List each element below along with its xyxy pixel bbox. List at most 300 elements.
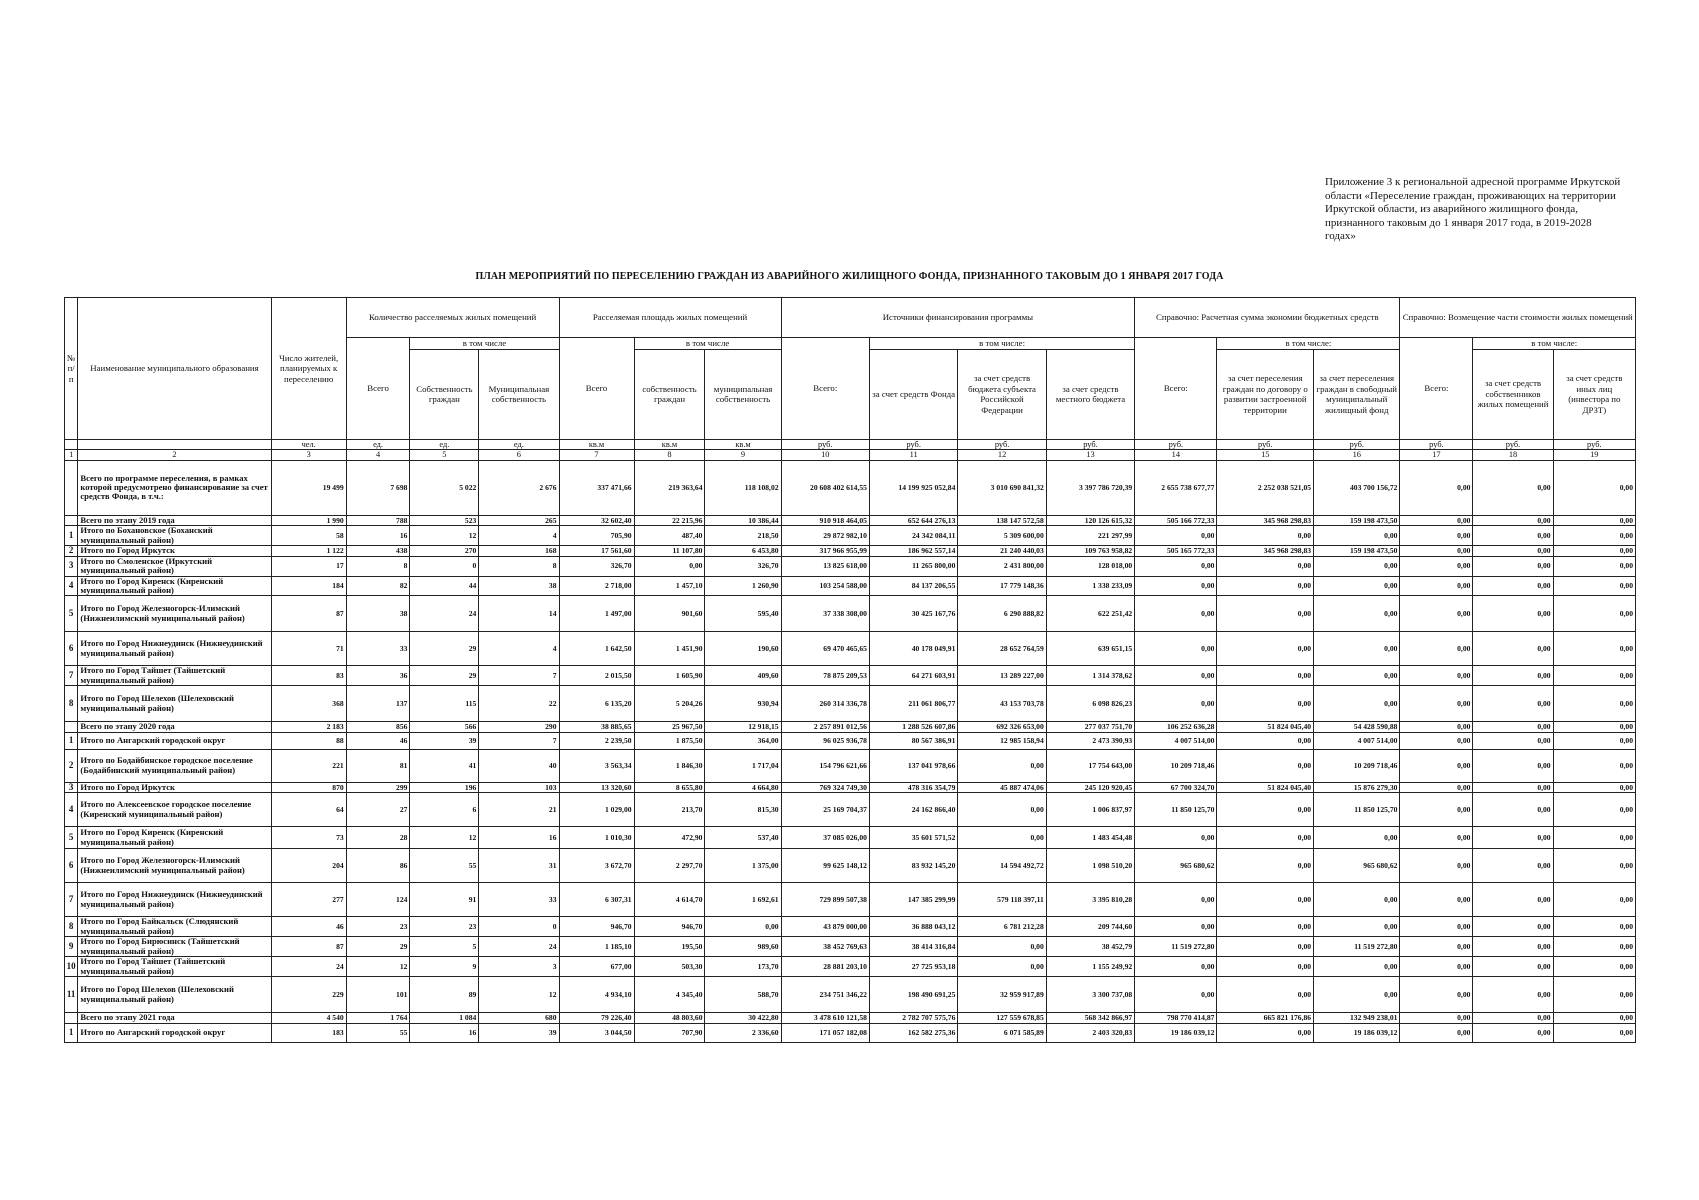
value-cell: 79 226,40 xyxy=(559,1013,634,1024)
value-cell: 229 xyxy=(271,977,346,1013)
value-cell: 0 xyxy=(410,556,479,576)
value-cell: 0,00 xyxy=(1553,632,1635,666)
column-number-cell: 18 xyxy=(1473,450,1553,461)
value-cell: 0,00 xyxy=(1473,666,1553,686)
value-cell: 0,00 xyxy=(1400,937,1473,957)
value-cell: 0,00 xyxy=(1553,937,1635,957)
column-number-cell: 17 xyxy=(1400,450,1473,461)
value-cell: 566 xyxy=(410,722,479,733)
row-number xyxy=(65,460,78,515)
value-cell: 118 108,02 xyxy=(705,460,781,515)
municipality-name: Итого по Смоленское (Иркутский муниципальный район) xyxy=(78,556,271,576)
header-group-savings: Справочно: Расчетная сумма экономии бюджетных средств xyxy=(1135,298,1400,338)
value-cell: 147 385 299,99 xyxy=(869,883,957,917)
value-cell: 0,00 xyxy=(1553,546,1635,557)
value-cell: 0,00 xyxy=(1553,849,1635,883)
value-cell: 2 655 738 677,77 xyxy=(1135,460,1217,515)
value-cell: 0,00 xyxy=(1473,782,1553,793)
value-cell: 5 309 600,00 xyxy=(958,526,1046,546)
value-cell: 652 644 276,13 xyxy=(869,515,957,526)
header-residents: Число жителей, планируемых к переселению xyxy=(271,298,346,440)
value-cell: 55 xyxy=(346,1023,410,1042)
value-cell: 46 xyxy=(271,917,346,937)
value-cell: 0,00 xyxy=(1553,883,1635,917)
header-rooms-total: Всего xyxy=(346,338,410,440)
municipality-name: Всего по этапу 2019 года xyxy=(78,515,271,526)
value-cell: 0,00 xyxy=(1217,556,1314,576)
value-cell: 856 xyxy=(346,722,410,733)
value-cell: 11 519 272,80 xyxy=(1135,937,1217,957)
value-cell: 3 xyxy=(479,957,559,977)
row-number: 3 xyxy=(65,782,78,793)
value-cell: 14 199 925 052,84 xyxy=(869,460,957,515)
value-cell: 707,90 xyxy=(634,1023,705,1042)
value-cell: 0,00 xyxy=(1473,793,1553,827)
value-cell: 24 162 866,40 xyxy=(869,793,957,827)
unit-cell: руб. xyxy=(1217,439,1314,450)
value-cell: 0,00 xyxy=(1473,749,1553,782)
column-number-cell: 2 xyxy=(78,450,271,461)
table-row xyxy=(65,793,1636,827)
table-row xyxy=(65,917,1636,937)
column-number-cell: 9 xyxy=(705,450,781,461)
value-cell: 33 xyxy=(346,632,410,666)
value-cell: 0,00 xyxy=(1473,977,1553,1013)
value-cell: 0,00 xyxy=(1400,546,1473,557)
unit-cell-empty xyxy=(65,439,78,450)
appendix-note: Приложение 3 к региональной адресной программе Иркутской области «Переселение граждан, проживающих на территории Иркутской области, из аварийного жилищного фонда, признанного таковым до 1 января 2017 года, в 2019-2028 годах» xyxy=(1325,176,1621,242)
value-cell: 0,00 xyxy=(1400,827,1473,849)
column-number-cell: 14 xyxy=(1135,450,1217,461)
value-cell: 0,00 xyxy=(1400,515,1473,526)
value-cell: 0,00 xyxy=(1217,666,1314,686)
value-cell: 0,00 xyxy=(1473,827,1553,849)
column-number-cell: 16 xyxy=(1314,450,1400,461)
table-row xyxy=(65,977,1636,1013)
value-cell: 211 061 806,77 xyxy=(869,686,957,722)
value-cell: 930,94 xyxy=(705,686,781,722)
value-cell: 184 xyxy=(271,576,346,596)
value-cell: 78 875 209,53 xyxy=(781,666,869,686)
value-cell: 213,70 xyxy=(634,793,705,827)
value-cell: 219 363,64 xyxy=(634,460,705,515)
value-cell: 798 770 414,87 xyxy=(1135,1013,1217,1024)
value-cell: 788 xyxy=(346,515,410,526)
table-row xyxy=(65,1013,1636,1024)
value-cell: 21 240 440,03 xyxy=(958,546,1046,557)
value-cell: 0,00 xyxy=(1553,722,1635,733)
value-cell: 10 209 718,46 xyxy=(1314,749,1400,782)
value-cell: 2 676 xyxy=(479,460,559,515)
units-row xyxy=(65,439,1636,450)
value-cell: 8 655,80 xyxy=(634,782,705,793)
value-cell: 190,60 xyxy=(705,632,781,666)
header-group-rooms: Количество расселяемых жилых помещений xyxy=(346,298,559,338)
header-comp-incl: в том числе: xyxy=(1473,338,1636,350)
header-area-municipal: муниципальная собственность xyxy=(705,349,781,439)
value-cell: 1 314 378,62 xyxy=(1046,666,1134,686)
value-cell: 0,00 xyxy=(1473,596,1553,632)
value-cell: 86 xyxy=(346,849,410,883)
value-cell: 7 xyxy=(479,732,559,749)
table-row xyxy=(65,686,1636,722)
value-cell: 23 xyxy=(410,917,479,937)
value-cell: 4 007 514,00 xyxy=(1135,732,1217,749)
value-cell: 14 xyxy=(479,596,559,632)
value-cell: 8 xyxy=(346,556,410,576)
value-cell: 0,00 xyxy=(1217,977,1314,1013)
header-area-total: Всего xyxy=(559,338,634,440)
value-cell: 51 824 045,40 xyxy=(1217,722,1314,733)
value-cell: 3 300 737,08 xyxy=(1046,977,1134,1013)
value-cell: 537,40 xyxy=(705,827,781,849)
value-cell: 0,00 xyxy=(1314,827,1400,849)
value-cell: 870 xyxy=(271,782,346,793)
value-cell: 0,00 xyxy=(1400,957,1473,977)
value-cell: 4 xyxy=(479,632,559,666)
value-cell: 579 118 397,11 xyxy=(958,883,1046,917)
unit-cell: руб. xyxy=(958,439,1046,450)
value-cell: 195,50 xyxy=(634,937,705,957)
table-row xyxy=(65,883,1636,917)
value-cell: 24 xyxy=(271,957,346,977)
value-cell: 1 185,10 xyxy=(559,937,634,957)
value-cell: 4 614,70 xyxy=(634,883,705,917)
value-cell: 1 605,90 xyxy=(634,666,705,686)
value-cell: 0,00 xyxy=(1217,596,1314,632)
value-cell: 29 xyxy=(346,937,410,957)
value-cell: 22 215,96 xyxy=(634,515,705,526)
header-rooms-municipal: Муниципальная собственность xyxy=(479,349,559,439)
value-cell: 1 846,30 xyxy=(634,749,705,782)
header-local-budget: за счет средств местного бюджета xyxy=(1046,349,1134,439)
value-cell: 0,00 xyxy=(1400,1013,1473,1024)
value-cell: 0,00 xyxy=(1553,556,1635,576)
value-cell: 0,00 xyxy=(1473,632,1553,666)
value-cell: 0,00 xyxy=(1314,632,1400,666)
value-cell: 24 342 084,11 xyxy=(869,526,957,546)
value-cell: 4 007 514,00 xyxy=(1314,732,1400,749)
value-cell: 345 968 298,83 xyxy=(1217,546,1314,557)
value-cell: 677,00 xyxy=(559,957,634,977)
value-cell: 9 xyxy=(410,957,479,977)
value-cell: 0,00 xyxy=(1473,1013,1553,1024)
value-cell: 3 563,34 xyxy=(559,749,634,782)
column-number-cell: 1 xyxy=(65,450,78,461)
value-cell: 0,00 xyxy=(1314,526,1400,546)
value-cell: 0,00 xyxy=(1135,596,1217,632)
value-cell: 29 872 982,10 xyxy=(781,526,869,546)
value-cell: 24 xyxy=(410,596,479,632)
value-cell: 36 888 043,12 xyxy=(869,917,957,937)
value-cell: 6 290 888,82 xyxy=(958,596,1046,632)
row-number: 5 xyxy=(65,596,78,632)
value-cell: 64 xyxy=(271,793,346,827)
value-cell: 16 xyxy=(346,526,410,546)
value-cell: 138 147 572,58 xyxy=(958,515,1046,526)
value-cell: 38 885,65 xyxy=(559,722,634,733)
value-cell: 0,00 xyxy=(1400,556,1473,576)
value-cell: 299 xyxy=(346,782,410,793)
value-cell: 6 307,31 xyxy=(559,883,634,917)
value-cell: 39 xyxy=(410,732,479,749)
header-no: № п/п xyxy=(65,298,78,440)
value-cell: 0,00 xyxy=(1553,827,1635,849)
value-cell: 12 xyxy=(479,977,559,1013)
value-cell: 0,00 xyxy=(1135,576,1217,596)
column-number-cell: 12 xyxy=(958,450,1046,461)
column-numbers-row xyxy=(65,450,1636,461)
value-cell: 4 934,10 xyxy=(559,977,634,1013)
value-cell: 505 166 772,33 xyxy=(1135,515,1217,526)
value-cell: 35 601 571,52 xyxy=(869,827,957,849)
value-cell: 2 252 038 521,05 xyxy=(1217,460,1314,515)
value-cell: 0,00 xyxy=(958,749,1046,782)
value-cell: 8 xyxy=(479,556,559,576)
value-cell: 7 xyxy=(479,666,559,686)
value-cell: 0,00 xyxy=(1217,937,1314,957)
value-cell: 2 473 390,93 xyxy=(1046,732,1134,749)
value-cell: 946,70 xyxy=(559,917,634,937)
value-cell: 6 135,20 xyxy=(559,686,634,722)
value-cell: 0,00 xyxy=(1553,917,1635,937)
value-cell: 3 044,50 xyxy=(559,1023,634,1042)
unit-cell: ед. xyxy=(410,439,479,450)
value-cell: 0,00 xyxy=(1135,977,1217,1013)
value-cell: 0,00 xyxy=(1553,666,1635,686)
value-cell: 277 037 751,70 xyxy=(1046,722,1134,733)
table-row xyxy=(65,732,1636,749)
row-number xyxy=(65,722,78,733)
unit-cell: руб. xyxy=(869,439,957,450)
value-cell: 83 932 145,20 xyxy=(869,849,957,883)
unit-cell: руб. xyxy=(1400,439,1473,450)
value-cell: 0,00 xyxy=(1473,686,1553,722)
value-cell: 1 483 454,48 xyxy=(1046,827,1134,849)
table-row xyxy=(65,1023,1636,1042)
value-cell: 0,00 xyxy=(1473,957,1553,977)
municipality-name: Итого по Ангарский городской округ xyxy=(78,732,271,749)
value-cell: 2 782 707 575,76 xyxy=(869,1013,957,1024)
table-row xyxy=(65,515,1636,526)
value-cell: 0,00 xyxy=(1314,556,1400,576)
value-cell: 1 260,90 xyxy=(705,576,781,596)
value-cell: 0,00 xyxy=(1314,666,1400,686)
value-cell: 3 397 786 720,39 xyxy=(1046,460,1134,515)
row-number xyxy=(65,515,78,526)
value-cell: 38 xyxy=(479,576,559,596)
value-cell: 260 314 336,78 xyxy=(781,686,869,722)
value-cell: 4 540 xyxy=(271,1013,346,1024)
municipality-name: Итого по Город Нижнеудинск (Нижнеудинский муниципальный район) xyxy=(78,883,271,917)
value-cell: 3 672,70 xyxy=(559,849,634,883)
header-savings-incl: в том числе: xyxy=(1217,338,1400,350)
value-cell: 16 xyxy=(479,827,559,849)
row-number: 10 xyxy=(65,957,78,977)
value-cell: 0,00 xyxy=(1135,827,1217,849)
value-cell: 0,00 xyxy=(1400,666,1473,686)
value-cell: 0,00 xyxy=(1473,526,1553,546)
value-cell: 106 252 636,28 xyxy=(1135,722,1217,733)
value-cell: 1 717,04 xyxy=(705,749,781,782)
municipality-name: Итого по Город Нижнеудинск (Нижнеудинский муниципальный район) xyxy=(78,632,271,666)
value-cell: 33 xyxy=(479,883,559,917)
value-cell: 680 xyxy=(479,1013,559,1024)
value-cell: 368 xyxy=(271,686,346,722)
value-cell: 82 xyxy=(346,576,410,596)
value-cell: 29 xyxy=(410,632,479,666)
value-cell: 45 887 474,06 xyxy=(958,782,1046,793)
value-cell: 32 602,40 xyxy=(559,515,634,526)
value-cell: 109 763 958,82 xyxy=(1046,546,1134,557)
value-cell: 96 025 936,78 xyxy=(781,732,869,749)
value-cell: 0,00 xyxy=(1400,977,1473,1013)
municipality-name: Итого по Алексеевское городское поселение (Киренский муниципальный район) xyxy=(78,793,271,827)
municipality-name: Итого по Город Железногорск-Илимский (Нижнеилимский муниципальный район) xyxy=(78,596,271,632)
value-cell: 159 198 473,50 xyxy=(1314,546,1400,557)
value-cell: 11 265 800,00 xyxy=(869,556,957,576)
value-cell: 0,00 xyxy=(1473,1023,1553,1042)
value-cell: 0,00 xyxy=(1400,460,1473,515)
municipality-name: Всего по этапу 2020 года xyxy=(78,722,271,733)
value-cell: 0,00 xyxy=(958,937,1046,957)
row-number: 1 xyxy=(65,732,78,749)
value-cell: 128 018,00 xyxy=(1046,556,1134,576)
header-savings-drzt: за счет переселения граждан по договору о развитии застроенной территории xyxy=(1217,349,1314,439)
value-cell: 0,00 xyxy=(1473,722,1553,733)
value-cell: 39 xyxy=(479,1023,559,1042)
value-cell: 23 xyxy=(346,917,410,937)
value-cell: 41 xyxy=(410,749,479,782)
header-savings-total: Всего: xyxy=(1135,338,1217,440)
unit-cell-empty xyxy=(78,439,271,450)
value-cell: 0,00 xyxy=(1553,732,1635,749)
column-number-cell: 15 xyxy=(1217,450,1314,461)
value-cell: 989,60 xyxy=(705,937,781,957)
row-number: 1 xyxy=(65,526,78,546)
value-cell: 0,00 xyxy=(1553,957,1635,977)
value-cell: 17 754 643,00 xyxy=(1046,749,1134,782)
value-cell: 0,00 xyxy=(1217,917,1314,937)
value-cell: 0,00 xyxy=(1400,793,1473,827)
value-cell: 4 664,80 xyxy=(705,782,781,793)
table-row xyxy=(65,556,1636,576)
unit-cell: кв.м xyxy=(705,439,781,450)
value-cell: 7 698 xyxy=(346,460,410,515)
unit-cell: кв.м xyxy=(634,439,705,450)
municipality-name: Итого по Город Байкальск (Слюдянский муниципальный район) xyxy=(78,917,271,937)
value-cell: 69 470 465,65 xyxy=(781,632,869,666)
value-cell: 12 xyxy=(410,827,479,849)
value-cell: 0,00 xyxy=(1400,849,1473,883)
table-row xyxy=(65,937,1636,957)
row-number: 6 xyxy=(65,849,78,883)
value-cell: 595,40 xyxy=(705,596,781,632)
municipality-name: Итого по Бодайбинское городское поселение (Бодайбинский муниципальный район) xyxy=(78,749,271,782)
column-number-cell: 10 xyxy=(781,450,869,461)
value-cell: 154 796 621,66 xyxy=(781,749,869,782)
table-row xyxy=(65,827,1636,849)
header-sources-total: Всего: xyxy=(781,338,869,440)
value-cell: 705,90 xyxy=(559,526,634,546)
row-number: 8 xyxy=(65,686,78,722)
value-cell: 568 342 866,97 xyxy=(1046,1013,1134,1024)
municipality-name: Итого по Город Тайшет (Тайшетский муниципальный район) xyxy=(78,957,271,977)
value-cell: 0,00 xyxy=(1553,596,1635,632)
value-cell: 17 561,60 xyxy=(559,546,634,557)
table-row xyxy=(65,849,1636,883)
value-cell: 38 452 769,63 xyxy=(781,937,869,957)
municipality-name: Итого по Город Шелехов (Шелеховский муниципальный район) xyxy=(78,977,271,1013)
value-cell: 11 107,80 xyxy=(634,546,705,557)
value-cell: 21 xyxy=(479,793,559,827)
value-cell: 32 959 917,89 xyxy=(958,977,1046,1013)
unit-cell: кв.м xyxy=(559,439,634,450)
table-row xyxy=(65,526,1636,546)
table-row xyxy=(65,576,1636,596)
value-cell: 337 471,66 xyxy=(559,460,634,515)
value-cell: 0,00 xyxy=(1553,515,1635,526)
plan-table xyxy=(64,297,1636,1043)
value-cell: 6 xyxy=(410,793,479,827)
value-cell: 13 825 618,00 xyxy=(781,556,869,576)
value-cell: 0,00 xyxy=(1135,632,1217,666)
value-cell: 0,00 xyxy=(1217,632,1314,666)
value-cell: 186 962 557,14 xyxy=(869,546,957,557)
value-cell: 25 967,50 xyxy=(634,722,705,733)
value-cell: 103 254 588,00 xyxy=(781,576,869,596)
value-cell: 12 918,15 xyxy=(705,722,781,733)
value-cell: 729 899 507,38 xyxy=(781,883,869,917)
value-cell: 12 985 158,94 xyxy=(958,732,1046,749)
value-cell: 25 169 704,37 xyxy=(781,793,869,827)
value-cell: 0,00 xyxy=(1314,596,1400,632)
value-cell: 0,00 xyxy=(1553,782,1635,793)
value-cell: 1 122 xyxy=(271,546,346,557)
value-cell: 159 198 473,50 xyxy=(1314,515,1400,526)
value-cell: 13 320,60 xyxy=(559,782,634,793)
value-cell: 67 700 324,70 xyxy=(1135,782,1217,793)
row-number: 7 xyxy=(65,883,78,917)
value-cell: 1 497,00 xyxy=(559,596,634,632)
table-row xyxy=(65,782,1636,793)
table-row xyxy=(65,596,1636,632)
value-cell: 692 326 653,00 xyxy=(958,722,1046,733)
value-cell: 30 425 167,76 xyxy=(869,596,957,632)
unit-cell: руб. xyxy=(1046,439,1134,450)
municipality-name: Всего по программе переселения, в рамках которой предусмотрено финансирование за счет средств Фонда, в т.ч.: xyxy=(78,460,271,515)
value-cell: 11 850 125,70 xyxy=(1135,793,1217,827)
value-cell: 1 010,30 xyxy=(559,827,634,849)
value-cell: 0,00 xyxy=(1217,732,1314,749)
value-cell: 0,00 xyxy=(1135,686,1217,722)
table-row xyxy=(65,957,1636,977)
value-cell: 64 271 603,91 xyxy=(869,666,957,686)
value-cell: 28 652 764,59 xyxy=(958,632,1046,666)
value-cell: 0,00 xyxy=(1553,1023,1635,1042)
value-cell: 0,00 xyxy=(1553,686,1635,722)
value-cell: 2 239,50 xyxy=(559,732,634,749)
value-cell: 1 098 510,20 xyxy=(1046,849,1134,883)
value-cell: 0,00 xyxy=(705,917,781,937)
value-cell: 523 xyxy=(410,515,479,526)
value-cell: 0,00 xyxy=(1217,749,1314,782)
value-cell: 0,00 xyxy=(1473,460,1553,515)
column-number-cell: 13 xyxy=(1046,450,1134,461)
value-cell: 15 876 279,30 xyxy=(1314,782,1400,793)
value-cell: 81 xyxy=(346,749,410,782)
table-row xyxy=(65,722,1636,733)
